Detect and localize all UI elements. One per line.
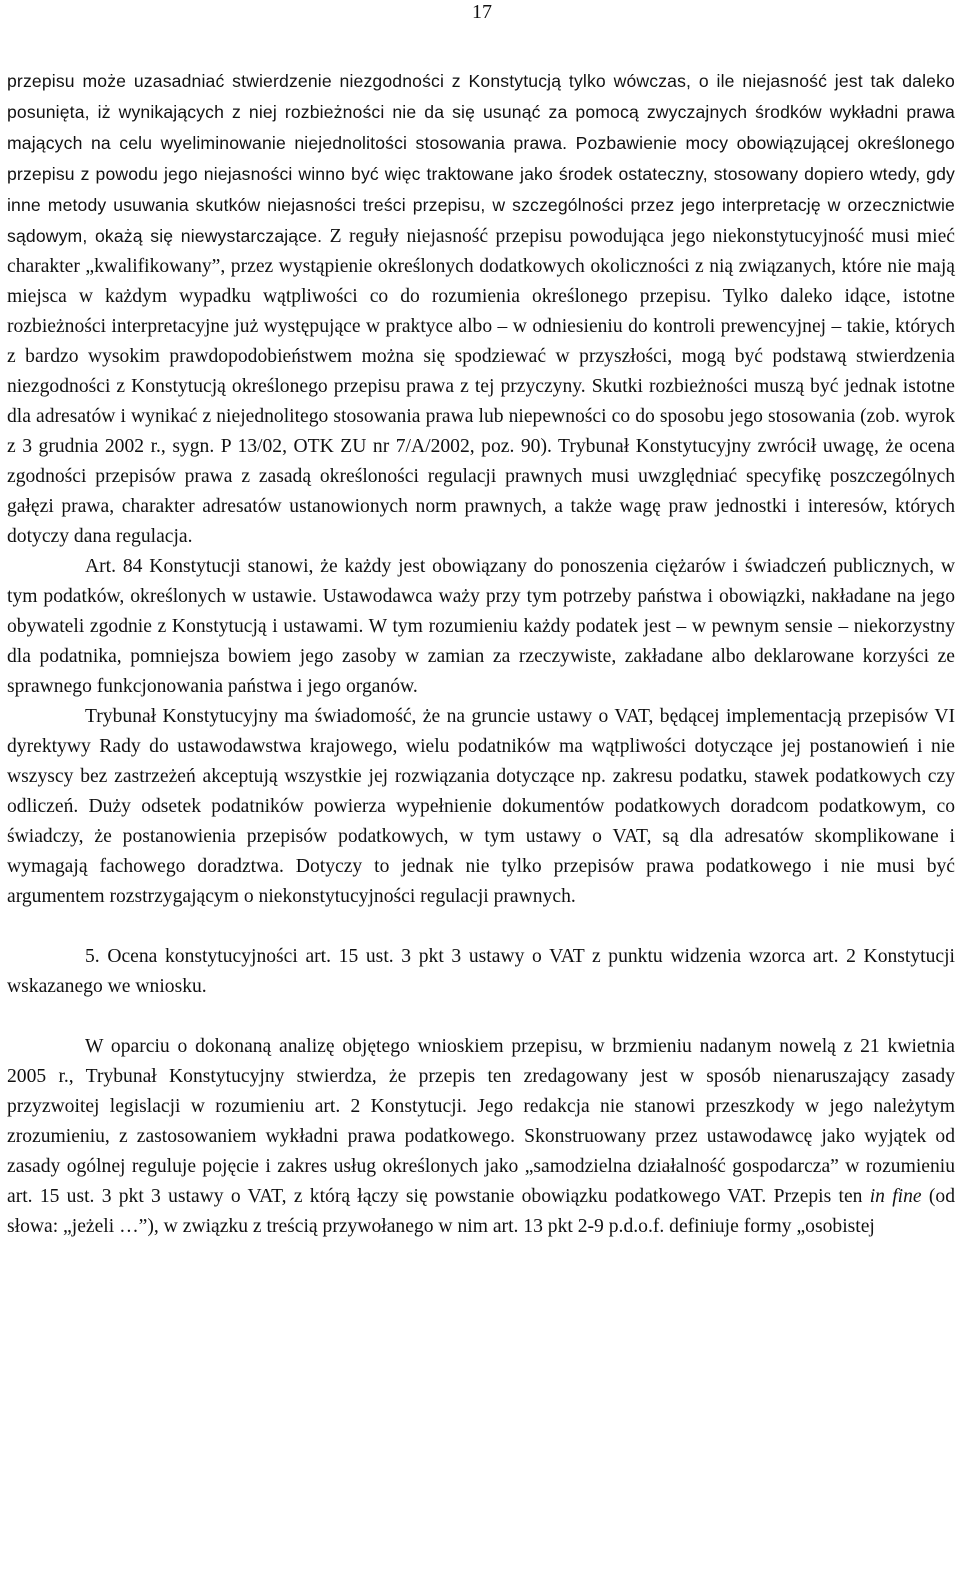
section-heading: 5. Ocena konstytucyjności art. 15 ust. 3 pkt 3 ustawy o VAT z punktu widzenia wzorca art. 2 Konstytucji wskazanego we wniosku. [7,946,955,997]
document-body [7,66,955,1242]
paragraph-conclusion [7,1032,955,1242]
paragraph-serif-segment: Z reguły niejasność przepisu powodująca jego niekonstytucyjność musi mieć charakter „kwalifikowany”, przez wystąpienie określonych dodatkowych okoliczności z nią związanych, które nie mają miejsca w każdym wypadku wątpliwości co do rozumienia określonego przepisu. Tylko daleko idące, istotne rozbieżności interpretacyjne już występujące w praktyce albo – w odniesieniu do kontroli prewencyjnej – takie, których z bardzo wysokim prawdopodobieństwem można się spodziewać w przyszłości, mogą być podstawą stwierdzenia niezgodności z Konstytucją określonego przepisu prawa z tej przyczyny. Skutki rozbieżności muszą być jednak istotne dla adresatów i wynikać z niejednolitego stosowania prawa lub niepewności co do sposobu jego stosowania (zob. wyrok z 3 grudnia 2002 r., sygn. P 13/02, OTK ZU nr 7/A/2002, poz. 90). Trybunał Konstytucyjny zwrócił uwagę, że ocena zgodności przepisów prawa z zasadą określoności regulacji prawnych musi uwzględniać specyfikę poszczególnych gałęzi prawa, charakter adresatów ustanowionych norm prawnych, a także wagę praw jednostki i interesów, których dotyczy dana regulacja. [7,226,955,547]
page-number: 17 [472,1,492,23]
paragraph-continuation [7,66,955,552]
paragraph-art-84: Art. 84 Konstytucji stanowi, że każdy jest obowiązany do ponoszenia ciężarów i świadczeń publicznych, w tym podatków, określonych w ustawie. Ustawodawca waży przy tym potrzeby państwa i obowiązki, nakładane na jego obywateli zgodnie z Konstytucją i ustawami. W tym rozumieniu każdy podatek jest – w pewnym sensie – niekorzystny dla podatnika, pomniejsza bowiem jego zasoby w zamian za rzeczywiste, zakładane albo deklarowane korzyści ze sprawnego funkcjonowania państwa i jego organów. [7,556,955,697]
paragraph-sans-segment: przepisu może uzasadniać stwierdzenie niezgodności z Konstytucją tylko wówczas, o ile niejasność jest tak daleko posunięta, iż wynikających z niej rozbieżności nie da się usunąć za pomocą zwyczajnych środków wykładni prawa mających na celu wyeliminowanie niejednolitości stosowania prawa. Pozbawienie mocy obowiązującej określonego przepisu z powodu jego niejasności winno być więc traktowane jako środek ostateczny, stosowany dopiero wtedy, gdy inne metody usuwania skutków niejasności treści przepisu, w szczególności przez jego interpretację w orzecznictwie sądowym, okażą się niewystarczające. [7,71,955,246]
paragraph-conclusion-text: W oparciu o dokonaną analizę objętego wnioskiem przepisu, w brzmieniu nadanym nowelą z 21 kwietnia 2005 r., Trybunał Konstytucyjny stwierdza, że przepis ten zredagowany jest w sposób nienaruszający zasady przyzwoitej legislacji w rozumieniu art. 2 Konstytucji. Jego redakcja nie stanowi przeszkody w jego należytym zrozumieniu, z zastosowaniem wykładni prawa podatkowego. Skonstruowany przez ustawodawcę jako wyjątek od zasady ogólnej reguluje pojęcie i zakres usług określonych jako „samodzielna działalność gospodarcza” w rozumieniu art. 15 ust. 3 pkt 3 ustawy o VAT, z którą łączy się powstanie obowiązku podatkowego VAT. Przepis ten [7,1036,955,1207]
paragraph-conclusion-tail: (od słowa: „jeżeli …”), w związku z treścią przywołanego w nim art. 13 pkt 2-9 p.d.o.f. definiuje formy „osobistej [7,1186,955,1237]
paragraph-vat-awareness: Trybunał Konstytucyjny ma świadomość, że na gruncie ustawy o VAT, będącej implementacją przepisów VI dyrektywy Rady do ustawodawstwa krajowego, wielu podatników ma wątpliwości dotyczące jej postanowień i nie wszyscy bez zastrzeżeń akceptują wszystkie jej rozwiązania dotyczące np. zakresu podatku, stawek podatkowych czy odliczeń. Duży odsetek podatników powierza wypełnienie dokumentów podatkowych doradcom podatkowym, co świadczy, że postanowienia przepisów podatkowych, w tym ustawy o VAT, są dla adresatów skomplikowane i wymagają fachowego doradztwa. Dotyczy to jednak nie tylko przepisów prawa podatkowego i nie musi być argumentem rozstrzygającym o niekonstytucyjności regulacji prawnych. [7,706,955,907]
italic-phrase: in fine [869,1186,922,1207]
